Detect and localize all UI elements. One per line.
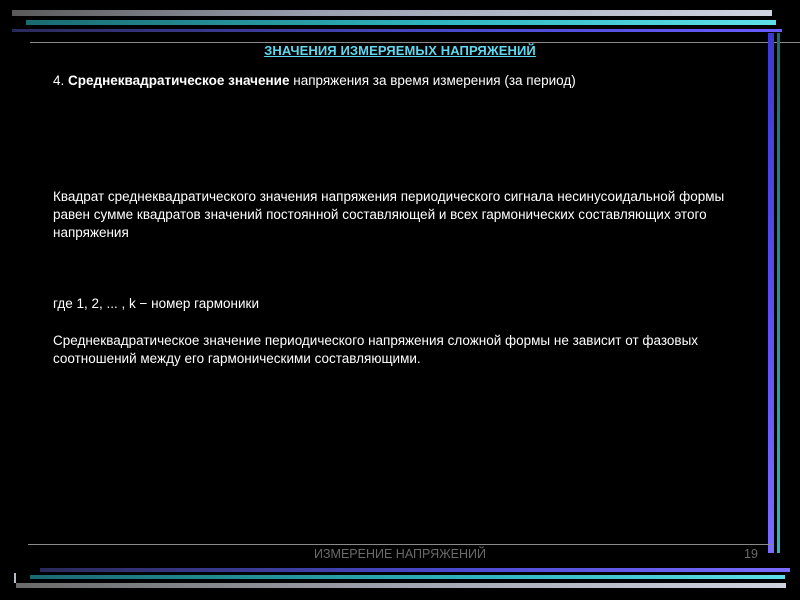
bottom-divider-line bbox=[28, 544, 773, 545]
bottom-decorative-bar-cyan bbox=[30, 575, 785, 579]
paragraph-sum-of-squares: Квадрат среднеквадратического значения напряжения периодического сигнала несинусоидальной формы равен сумме квадратов значений постоянной составляющей и всех гармонических составляющих этого напряжения bbox=[53, 189, 725, 240]
top-decorative-bar-gray bbox=[12, 10, 772, 16]
paragraph-harmonic-index: где 1, 2, ... , k − номер гармоники bbox=[53, 296, 260, 311]
bottom-decorative-bar-blue bbox=[40, 568, 790, 572]
right-decorative-bar-cyan bbox=[777, 33, 780, 553]
page-number: 19 bbox=[744, 547, 758, 561]
top-decorative-bar-cyan bbox=[26, 20, 776, 25]
top-decorative-bar-blue bbox=[12, 29, 782, 32]
footer-title: ИЗМЕРЕНИЕ НАПРЯЖЕНИЙ bbox=[314, 547, 486, 561]
right-decorative-bar-blue bbox=[768, 33, 774, 553]
item-bold-term: Среднеквадратическое значение bbox=[68, 73, 290, 88]
paragraph-phase-independence: Среднеквадратическое значение периодического напряжения сложной формы не зависит от фазовых соотношений между его гармоническими составляющими. bbox=[53, 333, 699, 366]
item-rest-text: напряжения за время измерения (за период) bbox=[289, 73, 576, 88]
bottom-decorative-bar-gray bbox=[16, 583, 786, 588]
list-item-4 bbox=[53, 72, 753, 90]
bottom-left-tick bbox=[14, 573, 16, 583]
slide-title: ЗНАЧЕНИЯ ИЗМЕРЯЕМЫХ НАПРЯЖЕНИЙ bbox=[264, 43, 536, 58]
item-number: 4. bbox=[53, 73, 69, 88]
